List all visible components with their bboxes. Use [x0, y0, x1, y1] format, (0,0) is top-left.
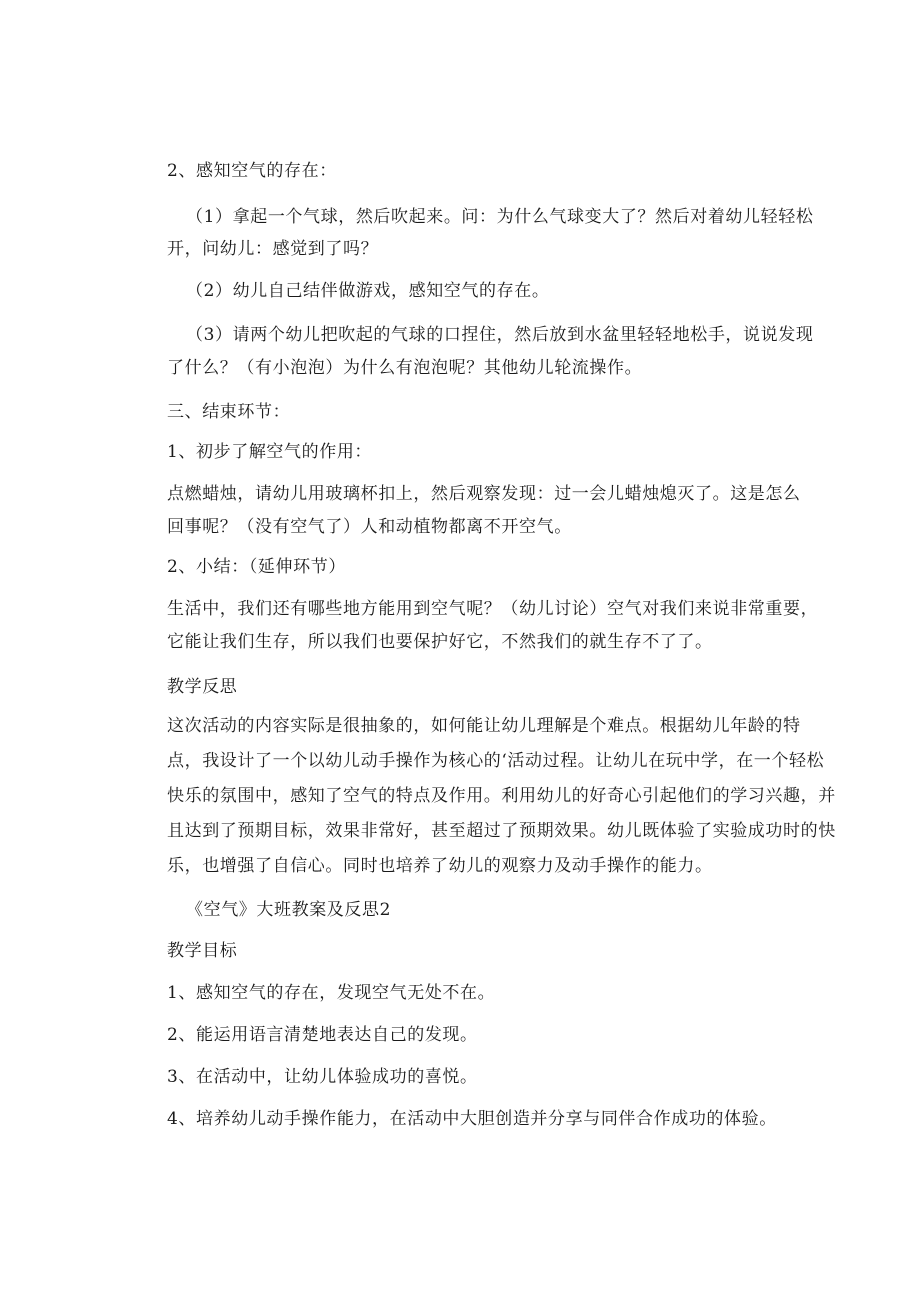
- paragraph-line: 乐，也增强了自信心。同时也培养了幼儿的观察力及动手操作的能力。: [167, 856, 713, 876]
- section-heading: 2、感知空气的存在：: [167, 161, 337, 181]
- paragraph-line: （2）幼儿自己结伴做游戏，感知空气的存在。: [186, 281, 550, 301]
- paragraph-line: 且达到了预期目标，效果非常好，甚至超过了预期效果。幼儿既体验了实验成功时的快: [167, 821, 836, 841]
- paragraph-line: 它能让我们生存，所以我们也要保护好它，不然我们的就生存不了了。: [167, 632, 713, 652]
- paragraph-line: （3）请两个幼儿把吹起的气球的口捏住，然后放到水盆里轻轻地松手，说说发现: [186, 325, 814, 345]
- paragraph-line: 回事呢？（没有空气了）人和动植物都离不开空气。: [167, 517, 572, 537]
- document-title: 《空气》大班教案及反思2: [186, 900, 392, 920]
- subsection-heading: 1、初步了解空气的作用：: [167, 442, 373, 462]
- paragraph-line: 点，我设计了一个以幼儿动手操作为核心的‘活动过程。让幼儿在玩中学，在一个轻松: [167, 751, 825, 771]
- list-item: 4、培养幼儿动手操作能力，在活动中大胆创造并分享与同伴合作成功的体验。: [167, 1109, 777, 1129]
- paragraph-line: 生活中，我们还有哪些地方能用到空气呢？（幼儿讨论）空气对我们来说非常重要，: [167, 599, 819, 619]
- section-heading: 教学反思: [167, 677, 238, 697]
- section-heading: 教学目标: [167, 941, 238, 961]
- paragraph-line: 这次活动的内容实际是很抽象的，如何能让幼儿理解是个难点。根据幼儿年龄的特: [167, 716, 801, 736]
- paragraph-line: 了什么？（有小泡泡）为什么有泡泡呢？其他幼儿轮流操作。: [167, 358, 643, 378]
- list-item: 1、感知空气的存在，发现空气无处不在。: [167, 983, 496, 1003]
- subsection-heading: 2、小结：（延伸环节）: [167, 557, 346, 577]
- section-heading: 三、结束环节：: [167, 402, 291, 422]
- paragraph-line: （1）拿起一个气球，然后吹起来。问：为什么气球变大了？然后对着幼儿轻轻松: [186, 207, 814, 227]
- paragraph-line: 开，问幼儿：感觉到了吗？: [167, 239, 379, 259]
- paragraph-line: 点燃蜡烛，请幼儿用玻璃杯扣上，然后观察发现：过一会儿蜡烛熄灭了。这是怎么: [167, 484, 801, 504]
- paragraph-line: 快乐的氛围中，感知了空气的特点及作用。利用幼儿的好奇心引起他们的学习兴趣，并: [167, 786, 836, 806]
- list-item: 3、在活动中，让幼儿体验成功的喜悦。: [167, 1067, 478, 1087]
- list-item: 2、能运用语言清楚地表达自己的发现。: [167, 1025, 478, 1045]
